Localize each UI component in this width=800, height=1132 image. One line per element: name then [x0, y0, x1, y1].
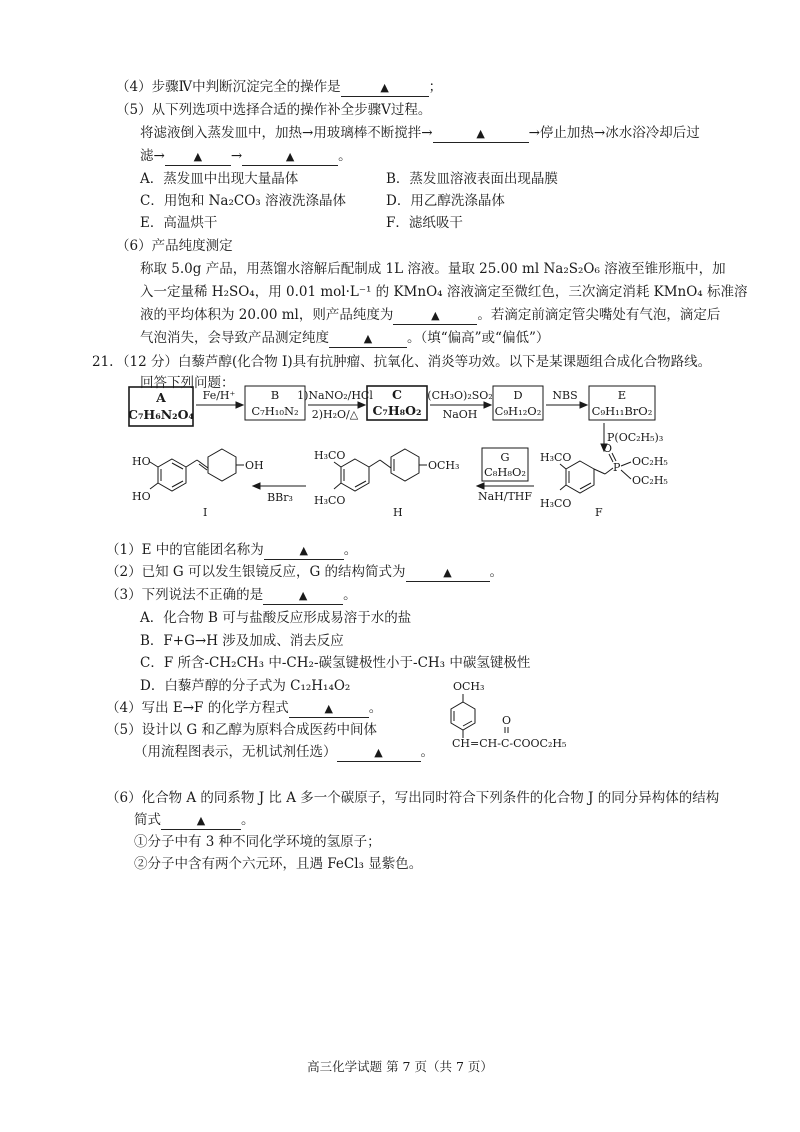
compound-d-label: D [513, 388, 523, 402]
compound-f-p: P [613, 461, 621, 474]
q21-intro: （12 分）白藜芦醇(化合物 I)具有抗肿瘤、抗氧化、消炎等功效。以下是某课题组合成化合物路线。 [116, 354, 712, 370]
compound-i-label: I [203, 506, 208, 519]
q21-sub3-option-c: C．F 所含-CH₂CH₃ 中-CH₂-碳氢键极性小于-CH₃ 中碳氢键极性 [140, 655, 531, 671]
target-och3: OCH₃ [453, 680, 485, 693]
compound-i-structure [150, 449, 244, 491]
q20-part5: （5）从下列选项中选择合适的操作补全步骤Ⅴ过程。 [116, 102, 432, 118]
answer-blank[interactable]: ▲ [264, 543, 344, 560]
q20-option-a: A．蒸发皿中出现大量晶体 [140, 171, 299, 187]
q21-sub4: （4）写出 E→F 的化学方程式 ▲ 。 [106, 700, 383, 716]
q21-sub6-line2: 简式 ▲ 。 [134, 812, 255, 828]
q21-sub3-option-d: D．白藜芦醇的分子式为 C₁₂H₁₄O₂ [140, 678, 351, 694]
compound-f-oc2h5-bottom: OC₂H₅ [632, 474, 668, 487]
q20-part6-line1: 称取 5.0g 产品，用蒸馏水溶解后配制成 1L 溶液。量取 25.00 ml Na₂S₂O₆ 溶液至锥形瓶中，加 [140, 261, 726, 277]
target-chain: CH=CH-C-COOC₂H₅ [452, 737, 567, 750]
answer-blank[interactable]: ▲ [433, 126, 529, 143]
compound-b-formula: C₇H₁₀N₂ [251, 404, 299, 418]
target-intermediate-structure [451, 694, 508, 738]
q20-option-f: F．滤纸吸干 [386, 215, 463, 231]
reagent-h2o: 2)H₂O/△ [311, 408, 359, 421]
q21-sub2: （2）已知 G 可以发生银镜反应，G 的结构简式为 ▲ 。 [106, 564, 504, 580]
compound-f-label: F [595, 506, 603, 519]
answer-blank[interactable]: ▲ [161, 813, 241, 830]
compound-f-oc2h5-top: OC₂H₅ [632, 455, 668, 468]
compound-c-label: C [392, 387, 402, 402]
compound-a-formula: C₇H₆N₂O₄ [128, 407, 194, 422]
reagent-bbr3: BBr₃ [267, 491, 293, 504]
answer-blank[interactable]: ▲ [341, 80, 429, 97]
compound-f-h3co-bottom: H₃CO [540, 497, 572, 510]
compound-h-h3co-top: H₃CO [314, 449, 346, 462]
answer-blank[interactable]: ▲ [263, 588, 343, 605]
compound-e-label: E [617, 388, 627, 402]
target-carbonyl-o: O [502, 714, 512, 727]
answer-blank[interactable]: ▲ [289, 701, 369, 718]
reagent-fe: Fe/H⁺ [202, 389, 236, 402]
compound-b-label: B [270, 388, 280, 402]
q20-part4-text: （4）步骤Ⅳ中判断沉淀完全的操作是 [116, 79, 341, 95]
reagent-phosphite: P(OC₂H₅)₃ [607, 431, 664, 444]
compound-d-formula: C₉H₁₂O₂ [494, 404, 542, 418]
reagent-naoh: NaOH [442, 408, 478, 421]
q21-sub3-option-a: A．化合物 B 可与盐酸反应形成易溶于水的盐 [140, 610, 412, 626]
q21-sub3: （3）下列说法不正确的是 ▲ 。 [106, 587, 357, 603]
q21-sub5: （5）设计以 G 和乙醇为原料合成医药中间体 [106, 722, 377, 738]
q20-part6: （6）产品纯度测定 [116, 238, 233, 254]
q21-sub3-option-b: B．F+G→H 涉及加成、消去反应 [140, 633, 344, 649]
q21-sub6-condition1: ①分子中有 3 种不同化学环境的氢原子； [134, 834, 381, 850]
reagent-nano2: 1)NaNO₂/HCl [297, 389, 373, 402]
answer-blank[interactable]: ▲ [165, 149, 231, 166]
compound-c-formula: C₇H₈O₂ [372, 403, 422, 418]
compound-h-label: H [393, 506, 403, 519]
q20-part6-line3: 液的平均体积为 20.00 ml，则产品纯度为 ▲ 。若滴定前滴定管尖嘴处有气泡，滴定后 [140, 307, 721, 323]
reagent-nah: NaH/THF [477, 490, 533, 503]
compound-i-oh: OH [245, 459, 264, 472]
q21-sub1: （1）E 中的官能团名称为 ▲ 。 [106, 542, 358, 558]
q20-part5-line2: 滤→ ▲ → ▲ 。 [140, 148, 352, 164]
q20-option-d: D．用乙醇洗涤晶体 [386, 193, 505, 209]
q20-part4: （4）步骤Ⅳ中判断沉淀完全的操作是 ▲ ； [116, 79, 443, 95]
answer-blank[interactable]: ▲ [337, 745, 421, 762]
compound-g-formula: C₈H₈O₂ [483, 465, 527, 479]
compound-h-h3co-bottom: H₃CO [314, 494, 346, 507]
compound-f-h3co-top: H₃CO [540, 451, 572, 464]
reagent-dms: (CH₃O)₂SO₂ [427, 389, 493, 402]
q21-sub6-condition2: ②分子中含有两个六元环，且遇 FeCl₃ 显紫色。 [134, 856, 423, 872]
q20-part6-line4: 气泡消失，会导致产品测定纯度 ▲ 。（填“偏高”或“偏低”） [140, 330, 550, 346]
q20-part6-line2: 入一定量稀 H₂SO₄，用 0.01 mol·L⁻¹ 的 KMnO₄ 溶液滴定至微红色，三次滴定消耗 KMnO₄ 标准溶 [140, 284, 748, 300]
compound-h-structure [334, 449, 427, 491]
answer-blank[interactable]: ▲ [406, 565, 490, 582]
compound-g-label: G [500, 450, 510, 464]
q21-intro-line2: 回答下列问题： [140, 375, 235, 391]
compound-i-ho-top: HO [132, 455, 151, 468]
answer-blank[interactable]: ▲ [242, 149, 338, 166]
q20-option-c: C．用饱和 Na₂CO₃ 溶液洗涤晶体 [140, 193, 346, 209]
reagent-nbs: NBS [552, 389, 578, 402]
compound-f-o: O [603, 442, 613, 455]
answer-blank[interactable]: ▲ [329, 331, 407, 348]
answer-blank[interactable]: ▲ [393, 308, 477, 325]
q20-option-b: B．蒸发皿溶液表面出现晶膜 [386, 171, 558, 187]
page-footer: 高三化学试题 第 7 页（共 7 页） [307, 1059, 493, 1074]
compound-h-och3: OCH₃ [428, 459, 460, 472]
q21-sub6: （6）化合物 A 的同系物 J 比 A 多一个碳原子，写出同时符合下列条件的化合物 J 的同分异构体的结构 [106, 790, 720, 806]
compound-a-label: A [156, 390, 166, 405]
compound-i-ho-bottom: HO [132, 490, 151, 503]
q20-option-e: E．高温烘干 [140, 215, 218, 231]
q21-number: 21. [92, 354, 114, 370]
compound-e-formula: C₉H₁₁BrO₂ [591, 404, 653, 418]
q20-part5-line1: 将滤液倒入蒸发皿中，加热→用玻璃棒不断搅拌→ ▲ →停止加热→冰水浴冷却后过 [140, 125, 700, 141]
q21-sub5-line2: （用流程图表示，无机试剂任选） ▲ 。 [134, 744, 434, 760]
